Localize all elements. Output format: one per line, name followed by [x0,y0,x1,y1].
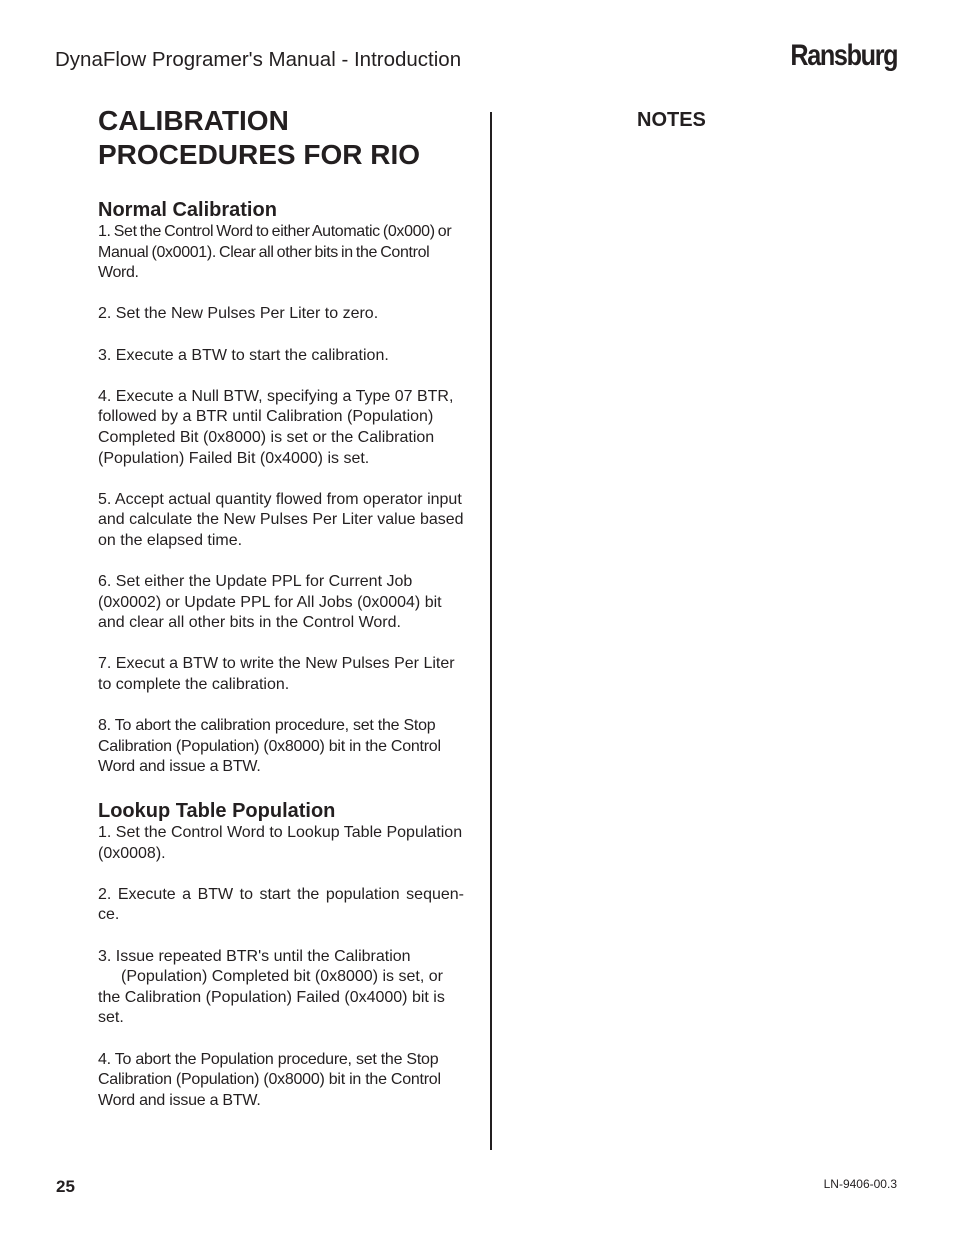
page-title-line-1: CALIBRATION [98,105,289,136]
column-divider [490,112,492,1150]
lookup-table-heading: Lookup Table Population [98,800,336,823]
lookup-table-step-2: 2. Execute a BTW to start the population sequen- ce. [98,885,464,924]
normal-calibration-step-8: 8. To abort the calibration procedure, set the Stop Calibration (Population) (0x8000) bit in the Control Word and issue a BTW. [98,717,441,776]
normal-calibration-step-1: 1. Set the Control Word to either Automatic (0x000) or Manual (0x0001). Clear all other bits in the Control Word. [98,223,452,282]
document-code: LN-9406-00.3 [823,1177,897,1191]
ransburg-logo: Ransburg [790,39,897,72]
lookup-table-step-3-continued [98,967,464,1029]
running-header-title: DynaFlow Programer's Manual - Introduction [55,48,462,71]
lookup-table-step-3: 3. Issue repeated BTR's until the Calibration [98,947,411,965]
procedures-column [98,104,464,1111]
normal-calibration-step-2: 2. Set the New Pulses Per Liter to zero. [98,305,379,323]
lookup-table-step-3-continued-text: (Population) Completed bit (0x8000) is set, or the Calibration (Population) Failed (0x4000) bit is set. [98,968,445,1027]
normal-calibration-step-7: 7. Execut a BTW to write the New Pulses Per Liter to complete the calibration. [98,655,455,694]
normal-calibration-step-3: 3. Execute a BTW to start the calibration. [98,346,389,364]
normal-calibration-heading: Normal Calibration [98,199,277,221]
notes-heading: NOTES [637,109,706,131]
lookup-table-step-4: 4. To abort the Population procedure, set the Stop Calibration (Population) (0x8000) bit in the Control Word and issue a BTW. [98,1050,441,1109]
page-number: 25 [56,1177,75,1196]
page-title-line-2: PROCEDURES FOR RIO [98,139,421,170]
normal-calibration-step-5: 5. Accept actual quantity flowed from operator input and calculate the New Pulses Per Liter value based on the elapsed time. [98,490,464,549]
normal-calibration-step-4: 4. Execute a Null BTW, specifying a Type 07 BTR, followed by a BTR until Calibration (Population) Completed Bit (0x8000) is set or the Calibration (Population) Failed Bit (0x4000) is set. [98,387,454,467]
normal-calibration-step-6: 6. Set either the Update PPL for Current Job (0x0002) or Update PPL for All Jobs (0x0004) bit and clear all other bits in the Control Word. [98,573,442,632]
page-title [98,104,464,172]
lookup-table-step-1: 1. Set the Control Word to Lookup Table Population (0x0008). [98,824,463,862]
